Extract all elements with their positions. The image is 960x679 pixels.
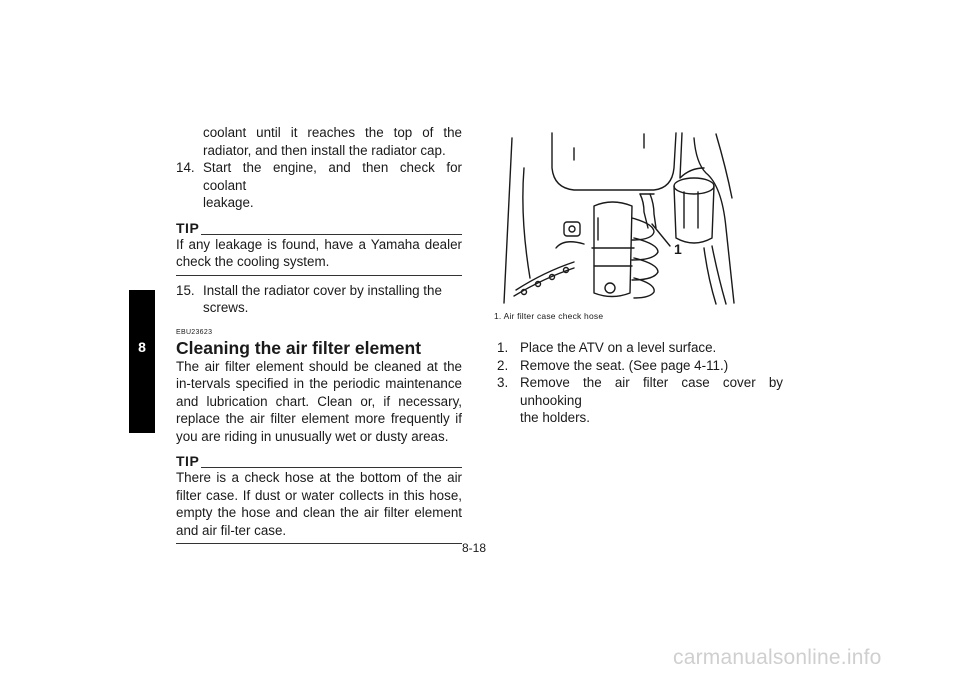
tip-end-rule (176, 543, 462, 544)
tip-end-rule (176, 275, 462, 276)
step-14-continued: leakage. (203, 195, 254, 210)
step-text: Remove the seat. (See page 4-11.) (520, 357, 729, 373)
figure-callout: 1 (674, 241, 682, 257)
watermark[interactable]: carmanualsonline.info (673, 646, 882, 669)
step-1 (497, 339, 783, 357)
step-number: 14. (176, 160, 195, 175)
chapter-number: 8 (138, 339, 146, 355)
tip-label: TIP (176, 219, 200, 236)
figure-caption: 1. Air filter case check hose (494, 311, 604, 321)
section-title: Cleaning the air filter element (176, 337, 422, 358)
tip-rule (201, 234, 462, 235)
tip-header (176, 221, 462, 236)
step-number: 2. (497, 357, 509, 373)
page-number: 8-18 (462, 541, 487, 555)
step-text: Place the ATV on a level surface. (520, 340, 717, 355)
step-15 (176, 282, 462, 300)
tip-text: There is a check hose at the bottom of the air filter case. If dust or water collects in this hose, empty the hose and clean the air filter element and air fil-ter case. (176, 470, 462, 538)
step-3-continued: the holders. (520, 410, 590, 425)
step-text: Remove the air filter case cover by unhooking (520, 375, 783, 408)
tip-rule (201, 467, 462, 468)
step-15-continued: screws. (203, 300, 249, 315)
tip-header (176, 454, 462, 469)
right-steps (497, 339, 783, 427)
step-text: Start the engine, and then check for coolant (203, 160, 462, 193)
chapter-tab (129, 290, 155, 433)
step-number: 1. (497, 340, 509, 355)
section-code: EBU23623 (176, 328, 213, 336)
step-number: 3. (497, 375, 509, 390)
left-column (176, 124, 462, 550)
step-14 (176, 159, 462, 194)
air-filter-hose-illustration (494, 128, 756, 305)
step-text: Install the radiator cover by installing the (203, 282, 442, 298)
step-number: 15. (176, 282, 195, 298)
tip-label: TIP (176, 453, 200, 469)
section-paragraph: The air filter element should be cleaned at the in-tervals specified in the periodic maintenance and lubrication chart. Clean or, if necessary, replace the air filter element more frequently if you are riding in unusually wet or dusty areas. (176, 358, 462, 444)
step-13-continued: coolant until it reaches the top of the radiator, and then install the radiator cap. (203, 125, 462, 158)
step-3 (497, 374, 783, 409)
step-2 (497, 357, 783, 375)
tip-text: If any leakage is found, have a Yamaha dealer check the cooling system. (176, 236, 462, 269)
